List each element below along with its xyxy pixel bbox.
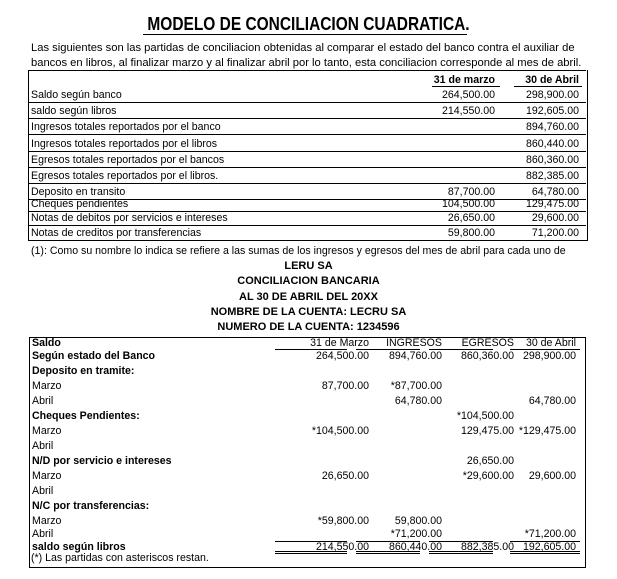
summary-row-march: 104,500.00 (441, 198, 495, 210)
reconciliation-row-31-marzo: *59,800.00 (317, 515, 369, 527)
summary-row-april: 894,760.00 (525, 121, 579, 133)
header-march-underline (432, 86, 500, 87)
reconciliation-row-egresos: *104,500.00 (456, 410, 514, 422)
intro-paragraph: Las siguientes son las partidas de conciliacion obtenidas al comparar el estado del banco contra el auxiliar de bancos en libros, al finalizar marzo y al finalizar abril por lo tanto, esta conciliacion corresponde al mes de abril. (31, 42, 582, 69)
summary-row-separator (28, 183, 586, 184)
summary-row-march: 214,550.00 (441, 105, 495, 117)
reconciliation-row-ingresos: 894,760.00 (388, 350, 442, 362)
summary-row-april: 29,600.00 (531, 212, 579, 224)
header-31-marzo: 31 de Marzo (310, 337, 369, 349)
total-egresos-double-rule (429, 551, 493, 554)
total-egresos: 882,385.00 (460, 541, 514, 553)
footnote: (*) Las partidas con asteriscos restan. (31, 552, 209, 564)
reconciliation-row-label: Abril (32, 485, 54, 497)
reconciliation-row-30-abril: 64,780.00 (528, 395, 576, 407)
summary-row-april: 882,385.00 (525, 170, 579, 182)
reconciliation-row-ingresos: *87,700.00 (390, 380, 442, 392)
reconciliation-row-label: Abril (32, 395, 54, 407)
summary-row-april: 129,475.00 (525, 198, 579, 210)
total-30-abril-double-rule (510, 551, 580, 554)
summary-row-separator (28, 102, 586, 103)
summary-row-separator (28, 134, 586, 135)
summary-row-separator (28, 167, 586, 168)
reconciliation-row (30, 455, 584, 470)
reconciliation-row-egresos: 129,475.00 (460, 425, 514, 437)
reconciliation-row-30-abril: 298,900.00 (522, 350, 576, 362)
reconciliation-row (30, 500, 584, 515)
reconciliation-row-label: Cheques Pendientes: (32, 410, 140, 422)
total-30-abril: 192,605.00 (522, 541, 576, 553)
reconciliation-row-ingresos: *71,200.00 (390, 528, 442, 540)
total-ingresos: 860,440.00 (388, 541, 442, 553)
reconciliation-row (30, 485, 584, 500)
reconciliation-row-label: N/D por servicio e intereses (32, 455, 172, 467)
summary-row (28, 121, 586, 134)
summary-table-header (28, 74, 586, 87)
header-ingresos: INGRESOS (386, 337, 442, 349)
summary-row-april: 192,605.00 (525, 105, 579, 117)
reconciliation-row-31-marzo: 87,700.00 (321, 380, 369, 392)
summary-row (28, 89, 586, 102)
summary-row (28, 154, 586, 167)
summary-row-label: Cheques pendientes (31, 198, 129, 210)
summary-table-top-rule (28, 70, 586, 71)
summary-row (28, 227, 586, 240)
header-egresos: EGRESOS (461, 337, 514, 349)
reconciliation-row (30, 440, 584, 455)
reconciliation-row-egresos: 26,650.00 (466, 455, 514, 467)
reconciliation-row-label: Abril (32, 440, 54, 452)
header-saldo: Saldo (32, 337, 61, 349)
header-march: 31 de marzo (433, 74, 495, 86)
summary-row-april: 64,780.00 (531, 186, 579, 198)
title-underline (143, 34, 467, 35)
summary-row-march: 87,700.00 (447, 186, 495, 198)
account-number: NUMERO DE LA CUENTA: 1234596 (217, 321, 400, 333)
summary-row-march: 59,800.00 (447, 227, 495, 239)
reconciliation-row-egresos: *29,600.00 (462, 470, 514, 482)
reconciliation-row (30, 350, 584, 365)
total-ingresos-double-rule (356, 551, 420, 554)
reconciliation-row-label: Marzo (32, 470, 62, 482)
reconciliation-row-30-abril: *129,475.00 (518, 425, 576, 437)
reconciliation-row-egresos: 860,360.00 (460, 350, 514, 362)
reconciliation-row (30, 470, 584, 485)
reconciliation-row-label: Según estado del Banco (32, 350, 156, 362)
reconciliation-row-label: Marzo (32, 515, 62, 527)
summary-row-separator (28, 225, 586, 226)
summary-row (28, 170, 586, 183)
reconciliation-row (30, 425, 584, 440)
summary-row-label: Notas de debitos por servicios e intereses (31, 212, 228, 224)
summary-row (28, 212, 586, 225)
reconciliation-row-ingresos: 64,780.00 (394, 395, 442, 407)
summary-row-label: Ingresos totales reportados por el libros (31, 138, 218, 150)
reconciliation-row (30, 395, 584, 410)
total-31-marzo: 214,550.00 (315, 541, 369, 553)
summary-row-label: saldo según libros (31, 105, 117, 117)
page-title: MODELO DE CONCILIACION CUADRATICA. (147, 14, 470, 34)
reconciliation-row-label: Marzo (32, 425, 62, 437)
summary-row-april: 71,200.00 (531, 227, 579, 239)
summary-row-label: Egresos totales reportados por el libros. (31, 170, 219, 182)
summary-row-march: 264,500.00 (441, 89, 495, 101)
reconciliation-row-label: N/C por transferencias: (32, 500, 150, 512)
summary-row-label: Saldo según banco (31, 89, 122, 101)
summary-row-separator (28, 151, 586, 152)
statement-date: AL 30 DE ABRIL DEL 20XX (239, 291, 378, 303)
reconciliation-row-31-marzo: 264,500.00 (315, 350, 369, 362)
summary-row-april: 298,900.00 (525, 89, 579, 101)
reconciliation-row-31-marzo: 26,650.00 (321, 470, 369, 482)
summary-row-label: Deposito en transito (31, 186, 126, 198)
reconciliation-row-ingresos: 59,800.00 (394, 515, 442, 527)
summary-row-separator (28, 240, 586, 241)
reconciliation-row-label: Marzo (32, 380, 62, 392)
summary-row-march: 26,650.00 (447, 212, 495, 224)
summary-row (28, 198, 586, 211)
document-title: CONCILIACION BANCARIA (237, 275, 380, 287)
summary-note: (1): Como su nombre lo indica se refiere a las sumas de los ingresos y egresos del mes de abril para cada uno de (31, 245, 566, 257)
reconciliation-row-31-marzo: *104,500.00 (311, 425, 369, 437)
summary-row (28, 105, 586, 118)
summary-row-april: 860,360.00 (525, 154, 579, 166)
header-april-underline (514, 86, 582, 87)
reconciliation-row-30-abril: 29,600.00 (528, 470, 576, 482)
total-31-marzo-double-rule (275, 551, 347, 554)
reconciliation-row-30-abril: *71,200.00 (524, 528, 576, 540)
summary-row-separator (28, 118, 586, 119)
header-april: 30 de Abril (525, 74, 579, 86)
header-30-abril: 30 de Abril (525, 337, 576, 349)
summary-row-label: Ingresos totales reportados por el banco (31, 121, 221, 133)
summary-row-label: Egresos totales reportados por el bancos (31, 154, 225, 166)
company-name: LERU SA (284, 260, 333, 272)
reconciliation-row (30, 380, 584, 395)
account-name: NOMBRE DE LA CUENTA: LECRU SA (210, 306, 407, 318)
summary-row-label: Notas de creditos por transferencias (31, 227, 202, 239)
summary-row-april: 860,440.00 (525, 138, 579, 150)
summary-row (28, 138, 586, 151)
reconciliation-row (30, 410, 584, 425)
total-label: saldo según libros (32, 541, 126, 553)
reconciliation-row-label: Deposito en tramite: (32, 365, 135, 377)
reconciliation-row (30, 365, 584, 380)
reconciliation-row-label: Abril (32, 528, 54, 540)
